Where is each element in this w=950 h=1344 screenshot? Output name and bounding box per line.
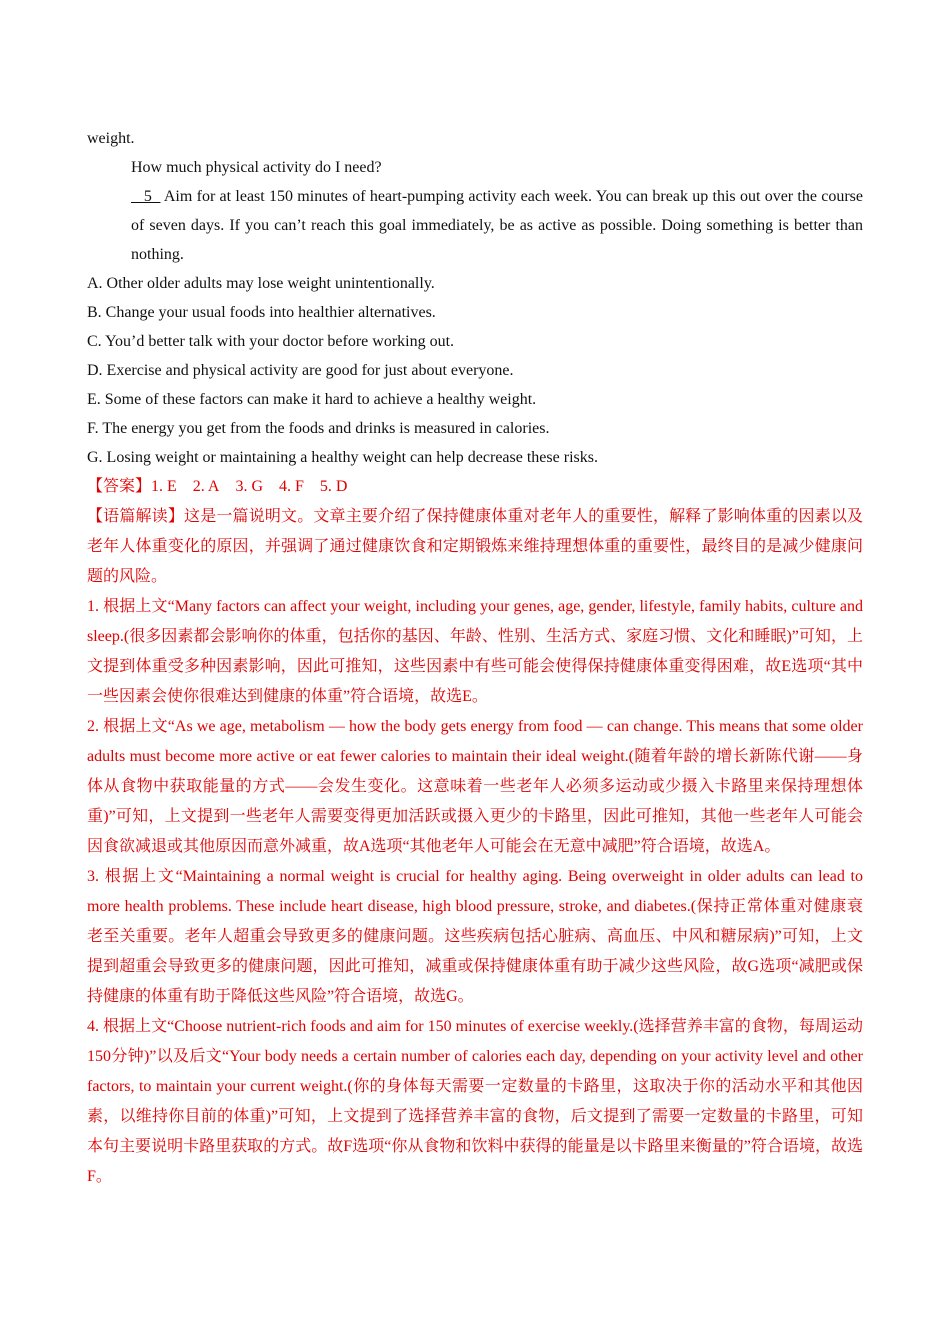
passage-paragraph-5 (87, 182, 863, 269)
option-e: E. Some of these factors can make it hard to achieve a healthy weight. (87, 391, 537, 408)
explanation-4: 4. 根据上文“Choose nutrient-rich foods and aim for 150 minutes of exercise weekly.(选择营养丰富的食物，每周运动150分钟)”以及后文“Your body needs a certain number of calories each day, depending on your activity level and other factors, to maintain your current weight.(你的身体每天需要一定数量的卡路里，这取决于你的活动水平和其他因素，以维持你目前的体重)”可知，上文提到了选择营养丰富的食物，后文提到了需要一定数量的卡路里，可知本句主要说明卡路里获取的方式。故F选项“你从食物和饮料中获得的能量是以卡路里来衡量的”符合语境，故选F。 (87, 1018, 863, 1185)
answer-key: 【答案】1. E 2. A 3. G 4. F 5. D (87, 478, 348, 495)
question-heading: How much physical activity do I need? (131, 159, 382, 176)
option-c: C. You’d better talk with your doctor before working out. (87, 333, 455, 350)
option-d: D. Exercise and physical activity are good for just about everyone. (87, 362, 514, 379)
explanation-2: 2. 根据上文“As we age, metabolism — how the body gets energy from food — can change. This means that some older adults must become more active or eat fewer calories to maintain their ideal weight.(随着年龄的增长新陈代谢——身体从食物中获取能量的方式——会发生变化。这意味着一些老年人必须多运动或少摄入卡路里来保持理想体重)”可知，上文提到一些老年人需要变得更加活跃或摄入更少的卡路里，因此可推知，其他一些老年人可能会因食欲减退或其他原因而意外减重，故A选项“其他老年人可能会在无意中减肥”符合语境，故选A。 (87, 718, 863, 855)
explanation-3: 3. 根据上文“Maintaining a normal weight is crucial for healthy aging. Being overweight in older adults can lead to more health problems. These include heart disease, high blood pressure, stroke, and diabetes.(保持正常体重对健康衰老至关重要。老年人超重会导致更多的健康问题。这些疾病包括心脏病、高血压、中风和糖尿病)”可知，上文提到超重会导致更多的健康问题，因此可推知，减重或保持健康体重有助于减少这些风险，故G选项“减肥或保持健康的体重有助于降低这些风险”符合语境，故选G。 (87, 868, 863, 1005)
options-list (87, 269, 863, 472)
discourse-analysis: 【语篇解读】这是一篇说明文。文章主要介绍了保持健康体重对老年人的重要性，解释了影响体重的因素以及老年人体重变化的原因，并强调了通过健康饮食和定期锻炼来维持理想体重的重要性，最终目的是减少健康问题的风险。 (87, 508, 863, 585)
explanation-1: 1. 根据上文“Many factors can affect your weight, including your genes, age, gender, lifestyle, family habits, culture and sleep.(很多因素都会影响你的体重，包括你的基因、年龄、性别、生活方式、家庭习惯、文化和睡眠)”可知，上文提到体重受多种因素影响，因此可推知，这些因素中有些可能会使得保持健康体重变得困难，故E选项“其中一些因素会使你很难达到健康的体重”符合语境，故选E。 (87, 598, 863, 705)
option-a: A. Other older adults may lose weight unintentionally. (87, 275, 435, 292)
option-f: F. The energy you get from the foods and drinks is measured in calories. (87, 420, 550, 437)
option-b: B. Change your usual foods into healthier alternatives. (87, 304, 436, 321)
paragraph-5-text: Aim for at least 150 minutes of heart-pumping activity each week. You can break up this out over the course of seven days. If you can’t reach this goal immediately, be as active as possible. Doing something is better than nothing. (131, 188, 864, 263)
page-content (87, 124, 863, 1192)
blank-5: 5 (131, 188, 161, 205)
passage-line-weight: weight. (87, 130, 135, 147)
option-g: G. Losing weight or maintaining a healthy weight can help decrease these risks. (87, 449, 598, 466)
explanations-list (87, 592, 863, 1192)
